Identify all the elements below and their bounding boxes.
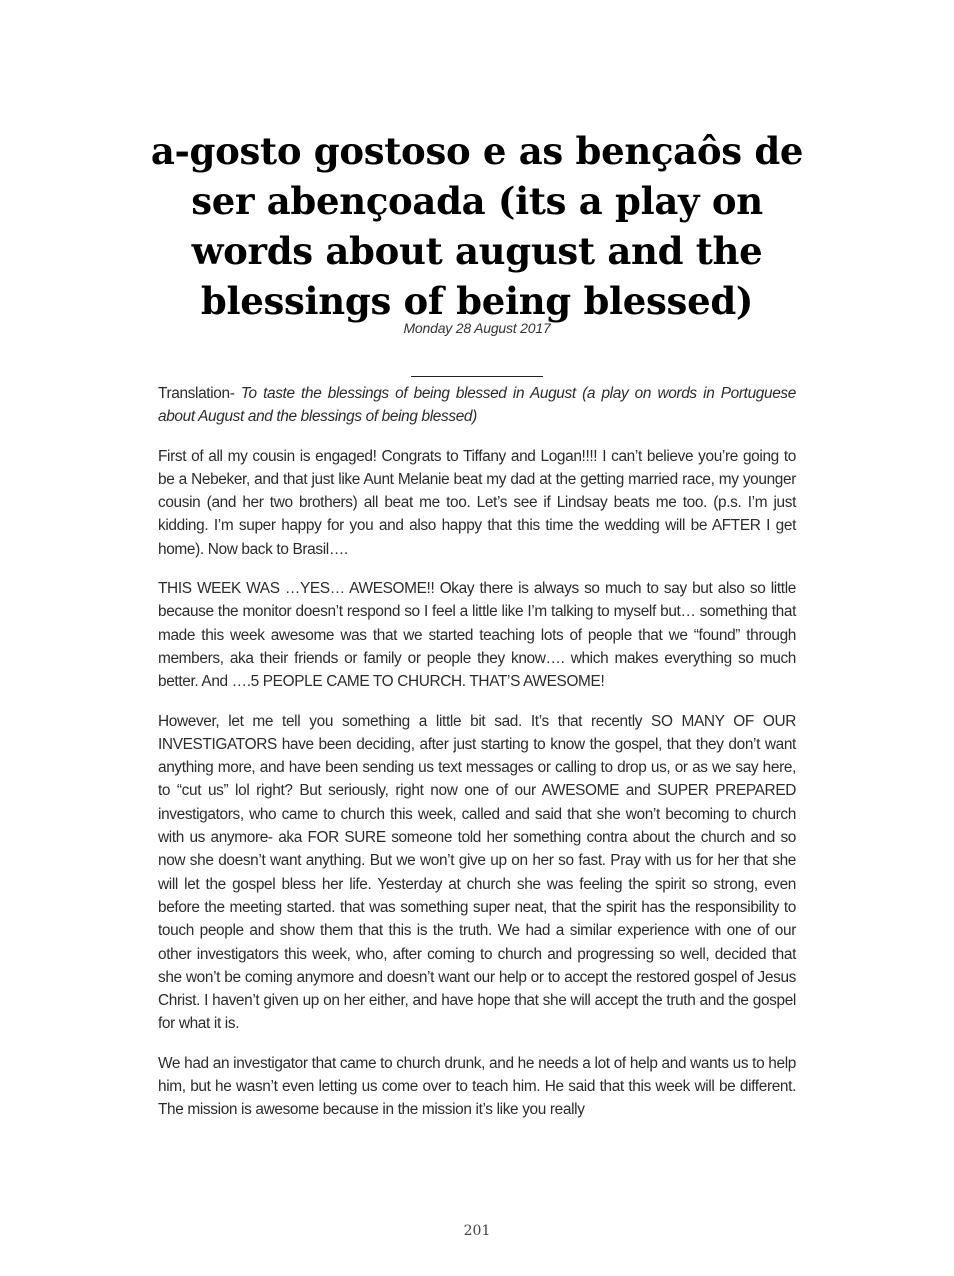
translation-text: To taste the blessings of being blessed in August (a play on words in Portuguese about August and the blessings of being blessed) bbox=[158, 385, 796, 426]
page-title: a-gosto gostoso e as bençaôs de ser abençoada (its a play on words about august and the blessings of being blessed) bbox=[150, 129, 804, 323]
translation-paragraph bbox=[158, 382, 796, 429]
body-paragraph-investigators: However, let me tell you something a little bit sad. It’s that recently SO MANY OF OUR INVESTIGATORS have been deciding, after just starting to know the gospel, that they don’t want anything more, and have been sending us text messages or calling to drop us, or as we say here, to “cut us” lol right? But seriously, right now one of our AWESOME and SUPER PREPARED investigators, who came to church this week, called and said that she won’t becoming to church with us anymore- aka FOR SURE someone told her something contra about the church and so now she doesn’t want anything. But we won’t give up on her so fast. Pray with us for her that she will let the gospel bless her life. Yesterday at church she was feeling the spirit so strong, even before the meeting started. that was something super neat, that the spirit has the responsibility to touch people and show them that this is the truth. We had a similar experience with one of our other investigators this week, who, after coming to church and progressing so well, decided that she won’t be coming anymore and doesn’t want our help or to accept the restored gospel of Jesus Christ. I haven’t given up on her either, and have hope that she will accept the truth and the gospel for what it is. bbox=[158, 712, 796, 1033]
translation-label: Translation- bbox=[158, 385, 241, 402]
post-date: Monday 28 August 2017 bbox=[403, 320, 551, 336]
body-paragraph-engagement: First of all my cousin is engaged! Congrats to Tiffany and Logan!!!! I can’t believe you’re going to be a Nebeker, and that just like Aunt Melanie beat my dad at the getting married race, my younger cousin (and her two brothers) all beat me too. Let’s see if Lindsay beats me too. (p.s. I’m just kidding. I’m super happy for you and also happy that this time the wedding will be AFTER I get home). Now back to Brasil…. bbox=[158, 447, 796, 558]
page-number: 201 bbox=[463, 1223, 491, 1239]
title-divider bbox=[411, 376, 543, 377]
body-paragraph-this-week: THIS WEEK WAS …YES… AWESOME!! Okay there is always so much to say but also so little because the monitor doesn’t respond so I feel a little like I’m talking to myself but… something that made this week awesome was that we started teaching lots of people that we “found” through members, aka their friends or family or people they know…. which makes everything so much better. And ….5 PEOPLE CAME TO CHURCH. THAT’S AWESOME! bbox=[158, 580, 796, 691]
article-body bbox=[158, 382, 796, 1138]
body-paragraph-drunk-investigator: We had an investigator that came to church drunk, and he needs a lot of help and wants us to help him, but he wasn’t even letting us come over to teach him. He said that this week will be different. The mission is awesome because in the mission it’s like you really bbox=[158, 1054, 796, 1119]
